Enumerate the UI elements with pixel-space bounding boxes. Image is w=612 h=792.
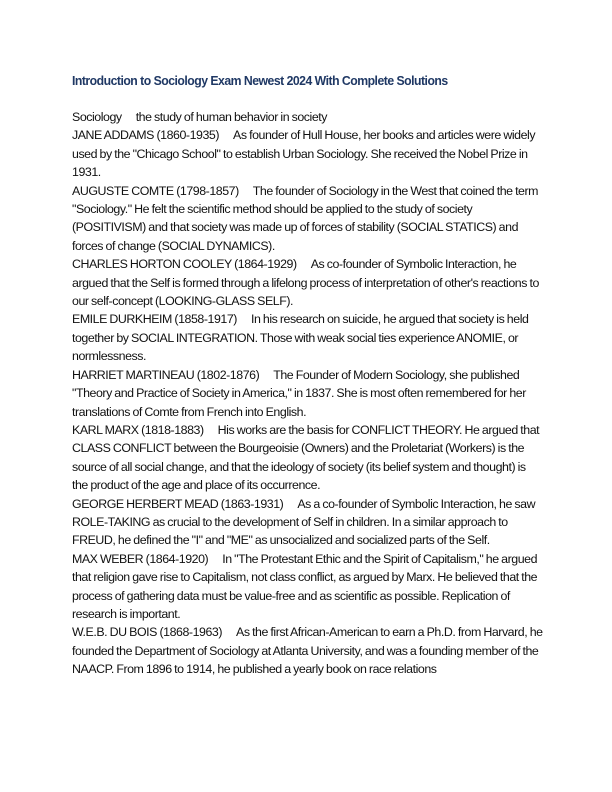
entry (72, 255, 544, 310)
entry-term: KARL MARX (1818-1883) (72, 422, 204, 437)
entry-term: CHARLES HORTON COOLEY (1864-1929) (72, 257, 297, 272)
entry-term: GEORGE HERBERT MEAD (1863-1931) (72, 496, 284, 511)
entry (72, 623, 544, 678)
entry (72, 182, 544, 256)
document-page (72, 72, 544, 679)
entry-definition: the study of human behavior in society (135, 110, 328, 124)
entry-term: JANE ADDAMS (1860-1935) (72, 128, 220, 143)
entry-definition: The founder of Sociology in the West that coined the term "Sociology." He felt the scientific method should be applied to the study of society (POSITIVISM) and that society was made up of forces of stability (SOCIAL STATICS) and forces of change (SOCIAL DYNAMICS). (72, 183, 539, 253)
entry-definition: The Founder of Modern Sociology, she published "Theory and Practice of Society in America," in 1837. She is most often remembered for her translations of Comte from French into English. (72, 367, 526, 419)
entry-definition: As co-founder of Symbolic Interaction, he argued that the Self is formed through a lifelong process of interpretation of other's reactions to our self-concept (LOOKING-GLASS SELF). (72, 257, 539, 309)
entry-definition: His works are the basis for CONFLICT THEORY. He argued that CLASS CONFLICT between the Bourgeoisie (Owners) and the Proletariat (Workers) is the source of all social change, and that the ideology of society (its belief system and thought) is the product of the age and place of its occurrence. (72, 422, 540, 493)
entry-definition: As a co-founder of Symbolic Interaction, he saw ROLE-TAKING as crucial to the development of Self in children. In a similar approach to FREUD, he defined the "I" and "ME" as unsocialized and socialized parts of the Self. (72, 496, 536, 548)
entry (72, 366, 544, 421)
entry-definition: In his research on suicide, he argued that society is held together by SOCIAL INTEGRATION. Those with weak social ties experience ANOMIE, or normlessness. (72, 312, 529, 364)
entry-definition: As founder of Hull House, her books and articles were widely used by the "Chicago School" to establish Urban Sociology. She received the Nobel Prize in 1931. (72, 128, 536, 180)
document-title: Introduction to Sociology Exam Newest 2024 With Complete Solutions (72, 73, 448, 88)
entry (72, 310, 544, 365)
entry (72, 495, 544, 550)
entry-definition: As the first African-American to earn a Ph.D. from Harvard, he founded the Department of Sociology at Atlanta University, and was a founding member of the NAACP. From 1896 to 1914, he published a yearly book on race relations (72, 625, 543, 677)
entry-term: HARRIET MARTINEAU (1802-1876) (72, 367, 260, 382)
entry-term: AUGUSTE COMTE (1798-1857) (72, 183, 239, 198)
entry (72, 550, 544, 624)
entry-term: EMILE DURKHEIM (1858-1917) (72, 312, 237, 327)
entry-term: MAX WEBER (1864-1920) (72, 551, 209, 566)
entry (72, 108, 544, 126)
entry-term: W.E.B. DU BOIS (1868-1963) (72, 625, 223, 640)
entry (72, 126, 544, 181)
entry-definition: In "The Protestant Ethic and the Spirit of Capitalism," he argued that religion gave rise to Capitalism, not class conflict, as argued by Marx. He believed that the process of gathering data must be value-free and as scientific as possible. Replication of research is important. (72, 551, 538, 621)
entry-list (72, 108, 544, 679)
entry-term: Sociology (72, 110, 122, 124)
entry (72, 421, 544, 495)
